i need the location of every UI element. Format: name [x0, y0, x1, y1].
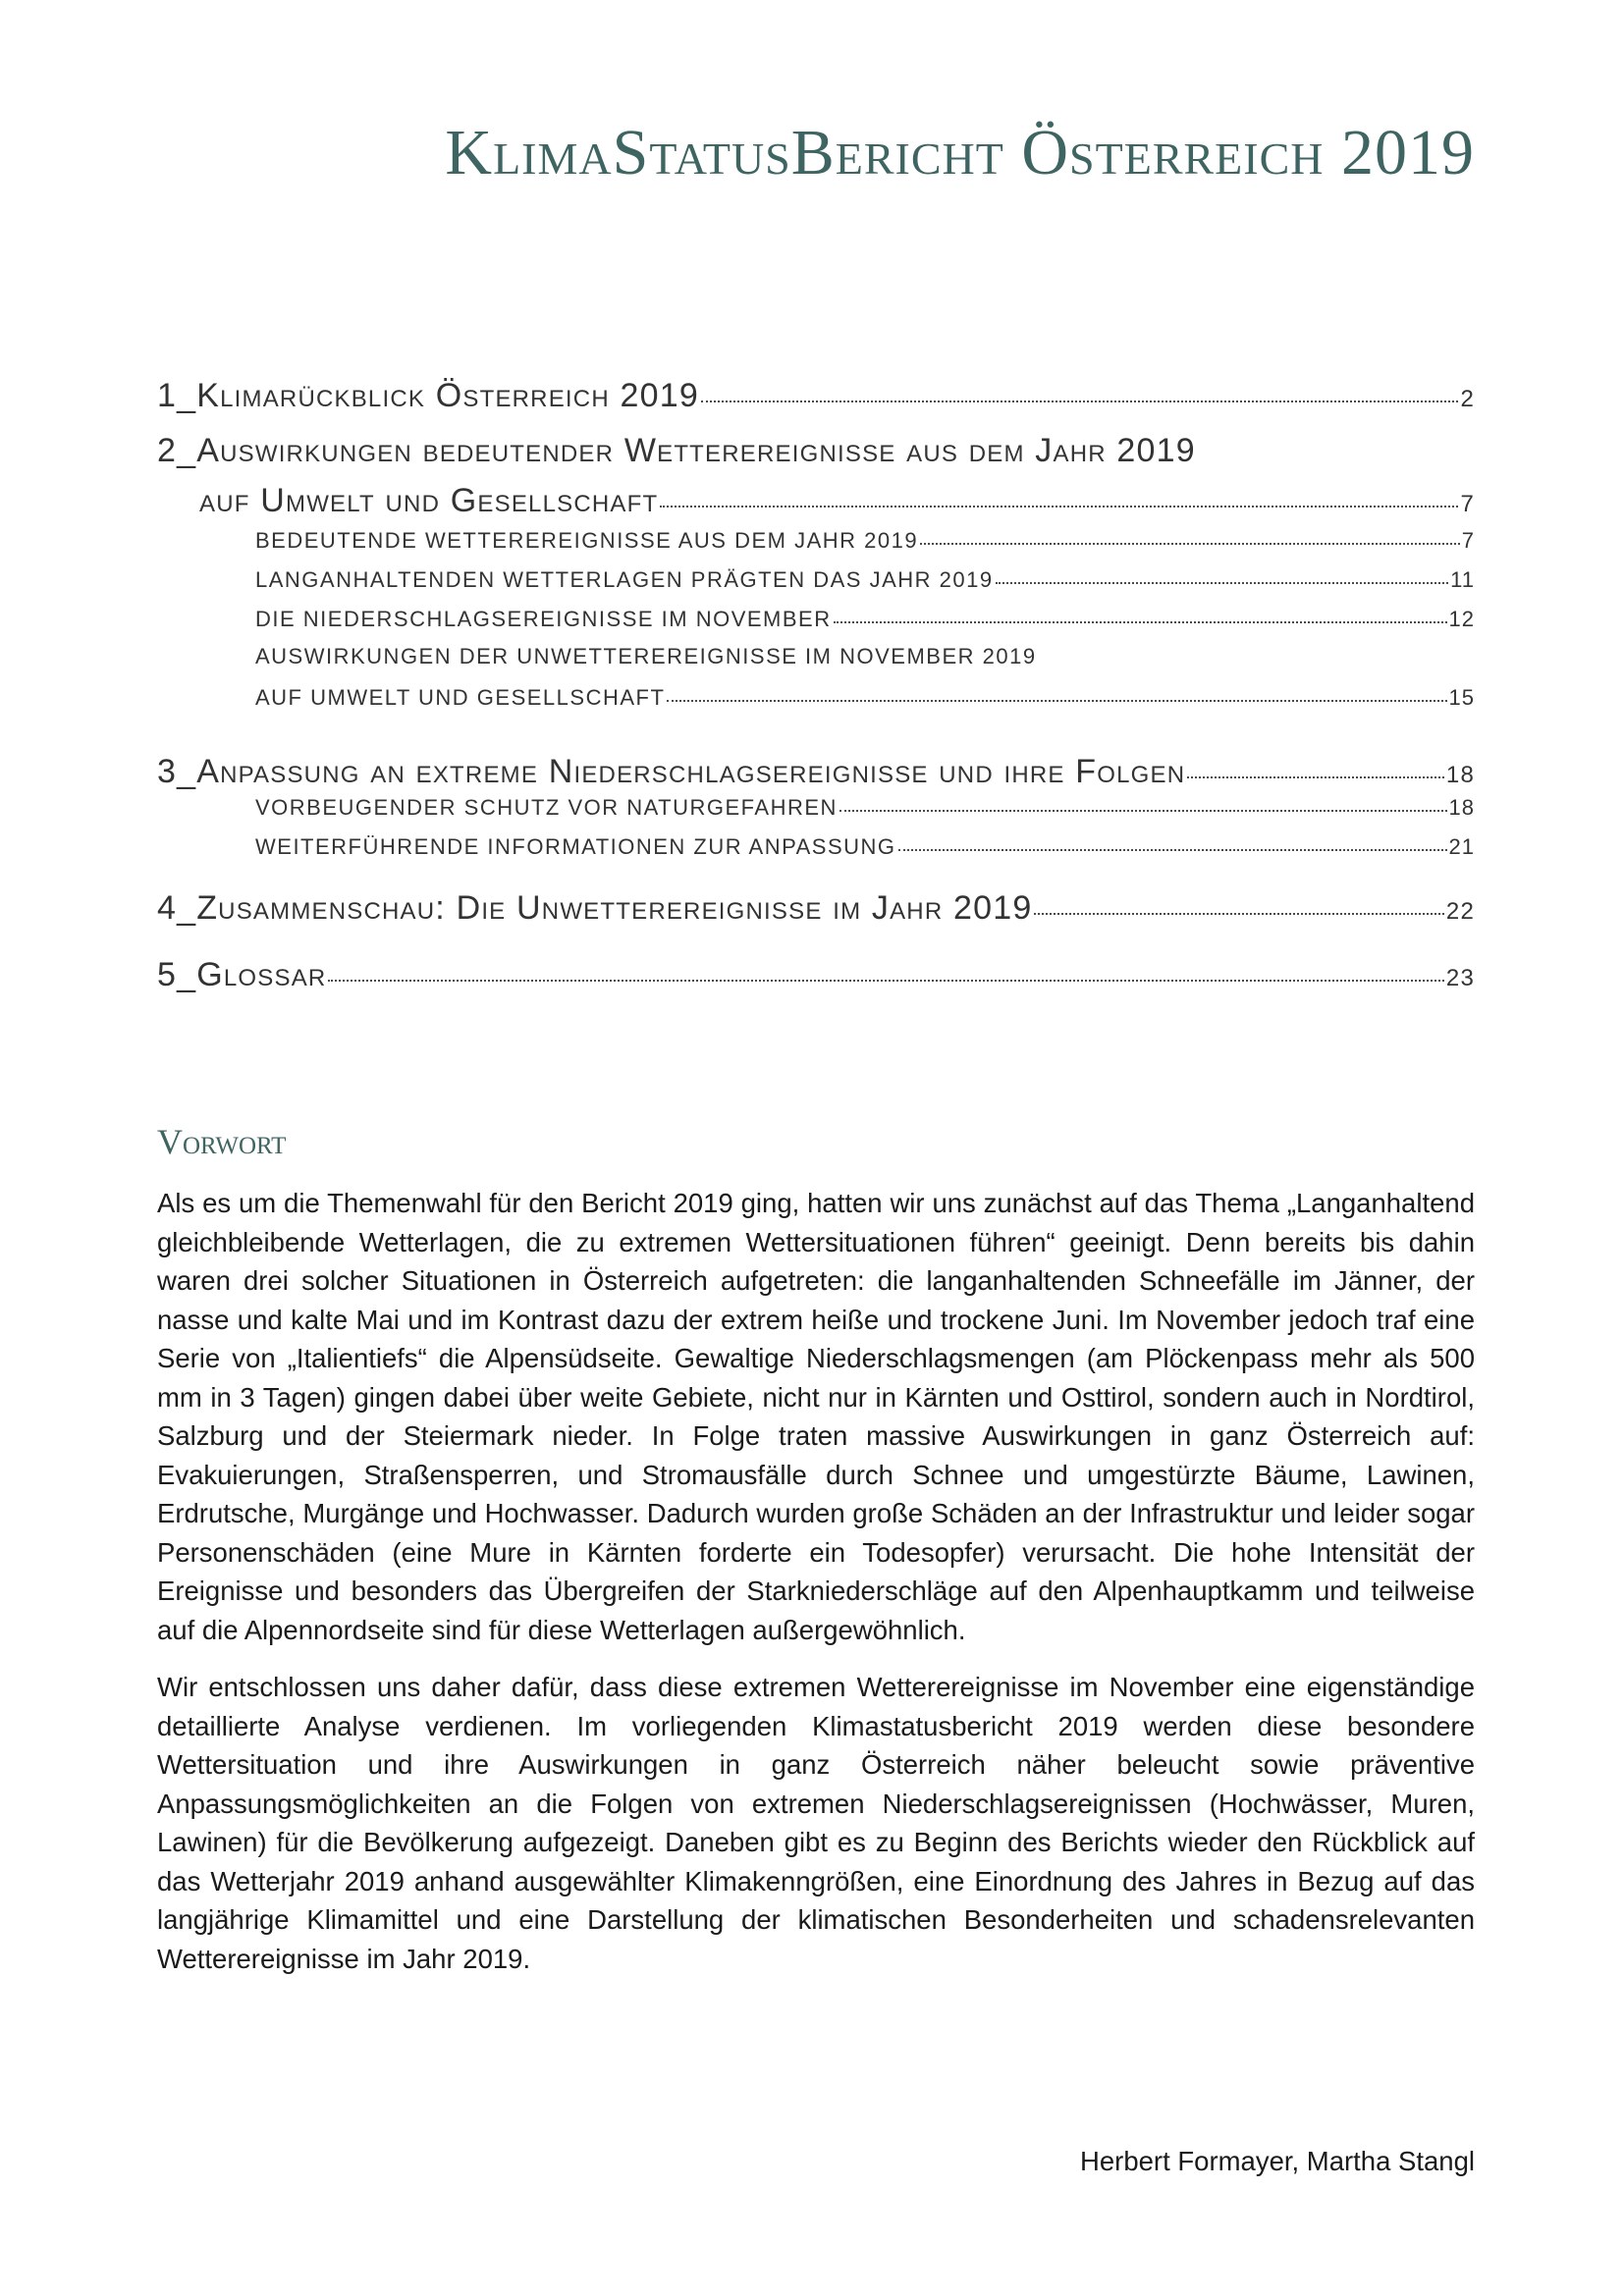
toc-page-number: 15: [1448, 685, 1475, 710]
toc-entry-label: BEDEUTENDE WETTEREREIGNISSE AUS DEM JAHR 2019: [255, 528, 919, 553]
toc-entry-label: VORBEUGENDER SCHUTZ VOR NATURGEFAHREN: [255, 795, 838, 820]
toc-page-number: 2: [1460, 386, 1475, 412]
toc-leader-dots: [898, 832, 1447, 854]
toc-entry-5[interactable]: [157, 952, 1475, 994]
foreword-heading: Vorwort: [157, 1122, 287, 1161]
toc-entry-label: 4_Zusammenschau: Die Unwetterereignisse im Jahr 2019: [157, 889, 1033, 927]
toc-leader-dots: [839, 793, 1447, 815]
toc-page-number: 18: [1445, 762, 1475, 788]
toc-leader-dots: [1187, 749, 1444, 782]
toc-entry-label: 2_Auswirkungen bedeutender Wetterereignisse aus dem Jahr 2019: [157, 432, 1196, 469]
toc-leader-dots: [328, 952, 1443, 986]
toc-page-number: 22: [1445, 898, 1475, 925]
toc-entry-label: DIE NIEDERSCHLAGSEREIGNISSE IM NOVEMBER: [255, 607, 832, 631]
toc-subentry-3-1[interactable]: [255, 793, 1475, 821]
toc-entry-label: 3_Anpassung an extreme Niederschlagsereignisse und ihre Folgen: [157, 753, 1186, 790]
toc-entry-label: auf Umwelt und Gesellschaft: [199, 482, 659, 519]
toc-entry-4[interactable]: [157, 885, 1475, 928]
toc-leader-dots: [660, 478, 1458, 511]
foreword-paragraph: Als es um die Themenwahl für den Bericht 2019 ging, hatten wir uns zunächst auf das Thema „Langanhaltend gleichbleibende Wetterlagen, die zu extremen Wettersituationen führen“ geeinigt. Denn bereits bis dahin waren drei solcher Situationen in Österreich aufgetreten: die langanhaltenden Schneefälle im Jänner, der nasse und kalte Mai und im Kontrast dazu der extrem heiße und trockene Juni. Im November jedoch traf eine Serie von „Italientiefs“ die Alpensüdseite. Gewaltige Niederschlagsmengen (am Plöckenpass mehr als 500 mm in 3 Tagen) gingen dabei über weite Gebiete, nicht nur in Kärnten und Osttirol, sondern auch in Nordtirol, Salzburg und der Steiermark nieder. In Folge traten massive Auswirkungen in ganz Österreich auf: Evakuierungen, Straßensperren, und Stromausfälle durch Schnee und umgestürzte Bäume, Lawinen, Erdrutsche, Murgänge und Hochwasser. Dadurch wurden große Schäden an der Infrastruktur und leider sogar Personenschäden (eine Mure in Kärnten forderte ein Todesopfer) verursacht. Die hohe Intensität der Ereignisse und besonders das Übergreifen der Starkniederschläge auf den Alpenhauptkamm und teilweise auf die Alpennordseite sind für diese Wetterlagen außergewöhnlich.: [157, 1188, 1475, 1645]
toc-entry-1[interactable]: [157, 373, 1475, 415]
toc-leader-dots: [996, 565, 1449, 587]
toc-subentry-3-2[interactable]: [255, 832, 1475, 860]
toc-page-number: 12: [1448, 607, 1475, 631]
toc-subentry-2-3[interactable]: [255, 605, 1475, 632]
toc-leader-dots: [834, 605, 1447, 626]
toc-page-number: 23: [1445, 965, 1475, 991]
foreword-body: [157, 1184, 1475, 1997]
toc-leader-dots: [701, 373, 1459, 406]
toc-entry-label: LANGANHALTENDEN WETTERLAGEN PRÄGTEN DAS JAHR 2019: [255, 567, 994, 592]
toc-page-number: 18: [1448, 795, 1475, 820]
foreword-paragraph: Wir entschlossen uns daher dafür, dass diese extremen Wetterereignisse im November eine eigenständige detaillierte Analyse verdienen. Im vorliegenden Klimastatusbericht 2019 werden diese besondere Wettersituation und ihre Auswirkungen in ganz Österreich näher beleucht sowie präventive Anpassungsmöglichkeiten an die Folgen von extremen Niederschlagsereignissen (Hochwässer, Muren, Lawinen) für die Bevölkerung aufgezeigt. Daneben gibt es zu Beginn des Berichts wieder den Rückblick auf das Wetterjahr 2019 anhand ausgewählter Klimakenngrößen, eine Einordnung des Jahres in Bezug auf das langjährige Klimamittel und eine Darstellung der klimatischen Besonderheiten und schadensrelevanten Wetterereignisse im Jahr 2019.: [157, 1672, 1475, 1974]
toc-entry-2-line1[interactable]: [157, 432, 1475, 470]
toc-page-number: 11: [1450, 567, 1475, 592]
toc-subentry-2-4-line1[interactable]: [255, 644, 1475, 669]
toc-leader-dots: [1034, 885, 1443, 919]
toc-entry-label: 1_Klimarückblick Österreich 2019: [157, 377, 699, 414]
toc-entry-label: 5_Glossar: [157, 956, 327, 993]
document-title: KlimaStatusBericht Österreich 2019: [445, 117, 1475, 188]
toc-page-number: 7: [1461, 528, 1475, 553]
toc-entry-label: AUF UMWELT UND GESELLSCHAFT: [255, 685, 666, 710]
toc-entry-3[interactable]: [157, 749, 1475, 791]
toc-subentry-2-4[interactable]: [255, 683, 1475, 711]
toc-entry-label: WEITERFÜHRENDE INFORMATIONEN ZUR ANPASSUNG: [255, 834, 896, 859]
toc-entry-label: AUSWIRKUNGEN DER UNWETTEREREIGNISSE IM NOVEMBER 2019: [255, 644, 1037, 668]
toc-subentry-2-1[interactable]: [255, 526, 1475, 554]
toc-page-number: 21: [1448, 834, 1475, 859]
toc-leader-dots: [667, 683, 1446, 705]
foreword-authors: Herbert Formayer, Martha Stangl: [1080, 2146, 1475, 2176]
toc-leader-dots: [920, 526, 1460, 548]
toc-subentry-2-2[interactable]: [255, 565, 1475, 593]
toc-page-number: 7: [1460, 491, 1475, 517]
toc-entry-2[interactable]: [199, 478, 1475, 520]
